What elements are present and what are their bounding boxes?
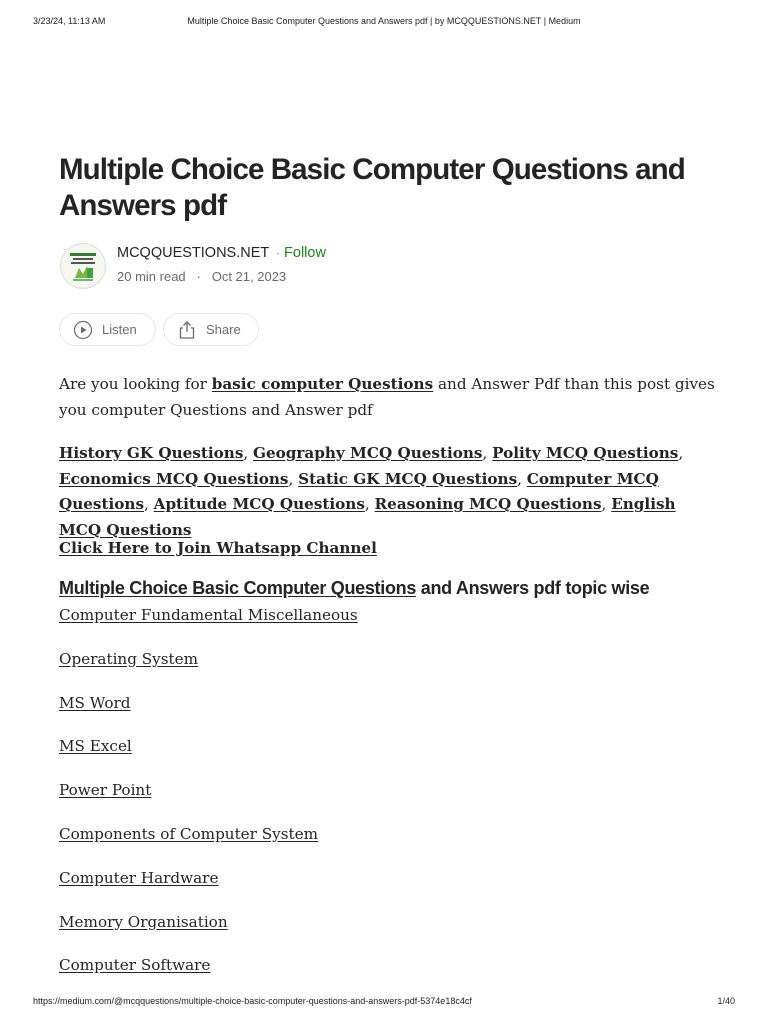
publish-date: Oct 21, 2023 xyxy=(211,269,287,284)
topic-link-software[interactable]: Computer Software xyxy=(59,956,211,975)
play-circle-icon xyxy=(73,320,93,340)
print-page-number: 1/40 xyxy=(717,996,735,1006)
topic-link-computer-fundamental[interactable]: Computer Fundamental Miscellaneous xyxy=(59,606,358,624)
list-item xyxy=(59,691,358,735)
listen-button[interactable] xyxy=(59,313,156,346)
author-row xyxy=(60,243,460,287)
author-avatar[interactable] xyxy=(60,243,106,289)
list-item xyxy=(59,603,358,647)
geography-mcq-link[interactable]: Geography MCQ Questions xyxy=(253,444,483,462)
english-mcq-link[interactable]: English MCQ Questions xyxy=(59,495,676,539)
section-heading xyxy=(59,576,749,600)
economics-mcq-link[interactable]: Economics MCQ Questions xyxy=(59,469,289,488)
read-time: 20 min read xyxy=(117,269,186,284)
list-item xyxy=(59,953,358,997)
polity-mcq-link[interactable]: Polity MCQ Questions xyxy=(492,444,679,462)
section-heading-rest: and Answers pdf topic wise xyxy=(416,578,650,598)
link-separator: , xyxy=(517,469,527,488)
topic-link-hardware[interactable]: Computer Hardware xyxy=(59,868,219,887)
share-label: Share xyxy=(206,322,241,337)
share-button[interactable] xyxy=(163,313,259,346)
list-item xyxy=(59,778,358,822)
link-separator: , xyxy=(678,444,684,462)
topic-link-operating-system[interactable]: Operating System xyxy=(59,649,199,668)
topic-list xyxy=(59,603,358,997)
topic-link-memory[interactable]: Memory Organisation xyxy=(59,912,228,931)
basic-computer-questions-link[interactable]: basic computer Questions xyxy=(211,375,434,393)
list-item xyxy=(59,734,358,778)
share-icon xyxy=(177,320,197,340)
list-item xyxy=(59,866,358,910)
topic-link-ms-word[interactable]: MS Word xyxy=(59,693,131,712)
reasoning-mcq-link[interactable]: Reasoning MCQ Questions xyxy=(374,495,602,513)
list-item xyxy=(59,822,358,866)
list-item xyxy=(59,647,358,691)
topic-link-ms-excel[interactable]: MS Excel xyxy=(59,737,132,756)
link-separator: , xyxy=(601,495,612,513)
author-name[interactable]: MCQQUESTIONS.NET xyxy=(117,245,270,261)
section-heading-link[interactable]: Multiple Choice Basic Computer Questions xyxy=(59,578,417,598)
list-item xyxy=(59,910,358,954)
topic-link-components[interactable]: Components of Computer System xyxy=(59,824,319,843)
intro-paragraph xyxy=(59,372,719,423)
article-meta xyxy=(117,269,286,284)
link-separator: , xyxy=(243,444,254,462)
article-title: Multiple Choice Basic Computer Questions and Answers pdf xyxy=(59,153,685,222)
whatsapp-channel-link[interactable]: Click Here to Join Whatsapp Channel xyxy=(59,539,377,557)
follow-wrap xyxy=(276,245,326,261)
computer-mcq-link[interactable]: Computer MCQ Questions xyxy=(59,469,659,513)
topic-link-power-point[interactable]: Power Point xyxy=(59,781,152,800)
link-separator: , xyxy=(482,444,493,462)
site-logo-icon xyxy=(61,244,105,288)
listen-label: Listen xyxy=(102,322,137,337)
link-separator: , xyxy=(364,495,375,513)
history-gk-link[interactable]: History GK Questions xyxy=(59,444,244,462)
link-separator: , xyxy=(144,495,154,513)
aptitude-mcq-link[interactable]: Aptitude MCQ Questions xyxy=(153,495,365,513)
follow-button[interactable]: Follow xyxy=(284,245,326,261)
static-gk-mcq-link[interactable]: Static GK MCQ Questions xyxy=(298,469,518,488)
meta-separator: · xyxy=(196,269,201,284)
separator-dot: · xyxy=(276,246,280,260)
print-url: https://medium.com/@mcqquestions/multiple-choice-basic-computer-questions-and-answers-pdf-5374e18c4cf xyxy=(33,996,472,1006)
whatsapp-paragraph xyxy=(59,536,719,562)
link-separator: , xyxy=(288,469,299,488)
print-doc-title: Multiple Choice Basic Computer Questions and Answers pdf | by MCQQUESTIONS.NET | Medium xyxy=(187,16,581,26)
category-links-paragraph xyxy=(59,441,719,543)
intro-text-before: Are you looking for xyxy=(59,375,212,393)
print-datetime: 3/23/24, 11:13 AM xyxy=(33,16,106,26)
intro-text-after: and Answer Pdf than this post gives you computer Questions and Answer pdf xyxy=(59,375,715,419)
